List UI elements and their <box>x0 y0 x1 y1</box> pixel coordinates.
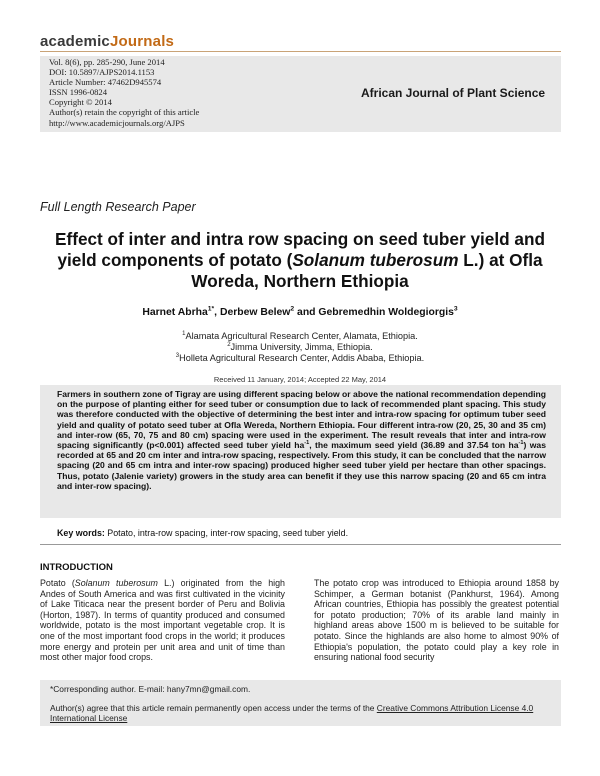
author-name: Harnet Abrha <box>142 307 208 318</box>
corresponding-author: *Corresponding author. E-mail: hany7mn@gmail.com. <box>50 684 251 694</box>
logo-text-academic: academic <box>40 33 110 50</box>
affiliation-text: Holleta Agricultural Research Center, Addis Ababa, Ethiopia. <box>179 353 425 363</box>
section-heading-introduction: INTRODUCTION <box>40 562 113 573</box>
keywords-label: Key words: <box>57 528 105 538</box>
meta-rights: Author(s) retain the copyright of this article <box>49 107 200 118</box>
logo-text-journals: Journals <box>109 33 175 50</box>
affiliation-item <box>40 353 560 364</box>
affiliation-sup: 1 <box>182 330 186 337</box>
title-part1: Effect of inter and intra row spacing on seed tuber yield and yield components of potato ( <box>55 229 545 270</box>
keywords-text: Potato, intra-row spacing, inter-row spacing, seed tuber yield. <box>104 528 349 538</box>
intro-column-right: The potato crop was introduced to Ethiopia around 1858 by Schimper, a German botanist (Pankhurst, 1964). Among African countries, Ethiopia has possibly the greatest potential for potato production; 70% of its arable land mainly in highland areas above 1500 m is believed to be suitable for potato. Since the highlands are also home to almost 90% of Ethiopia's population, the potato could play a key role in ensuring national food security <box>314 578 559 663</box>
author-name: Derbew Belew <box>219 307 291 318</box>
intro-text: Potato ( <box>40 578 75 588</box>
abstract-part: , the maximum seed yield (36.89 and 37.54 ton ha <box>309 440 519 451</box>
author-list <box>40 307 560 318</box>
meta-url[interactable]: http://www.academicjournals.org/AJPS <box>49 117 185 128</box>
affiliation-item <box>40 342 560 353</box>
meta-issn: ISSN 1996-0824 <box>49 87 108 98</box>
license-text: Author(s) agree that this article remain permanently open access under the terms of the <box>50 703 377 713</box>
author-sup: 3 <box>453 305 458 313</box>
meta-doi: DOI: 10.5897/AJPS2014.1153 <box>49 67 155 78</box>
license-link[interactable]: Creative Commons Attribution License 4.0 International License <box>50 703 534 723</box>
meta-copyright: Copyright © 2014 <box>49 97 112 108</box>
meta-article-number: Article Number: 47462D945574 <box>49 77 162 88</box>
intro-text: L.) originated from the high Andes of South America and was first cultivated in the vicinity of Lake Titicaca near the present border of Peru and Bolivia (Horton, 1987). In terms of quantity produced and consumed worldwide, potato is the most important vegetable crop. It is one of the most important food crops in the world; it produces more energy and protein per unit area and unit of time than most other major food crops. <box>40 578 285 663</box>
affiliations <box>40 331 560 364</box>
author-sup: 2 <box>290 305 295 313</box>
intro-species: Solanum tuberosum <box>74 578 158 588</box>
affiliation-text: Jimma University, Jimma, Ethiopia. <box>230 342 373 352</box>
abstract-text <box>57 389 546 491</box>
affiliation-sup: 3 <box>175 352 180 359</box>
author-name: Gebremedhin Woldegiorgis <box>318 307 454 318</box>
license-note <box>50 703 554 723</box>
author-and: and <box>294 307 319 318</box>
logo-divider <box>40 51 561 52</box>
affiliation-item <box>40 331 560 342</box>
abstract-sup: -1 <box>518 440 524 447</box>
author-sep: , <box>214 307 220 318</box>
abstract-sup: -1 <box>304 440 310 447</box>
received-dates: Received 11 January, 2014; Accepted 22 May, 2014 <box>213 375 387 384</box>
title-species: Solanum tuberosum <box>292 250 459 270</box>
keywords-divider <box>40 544 561 545</box>
abstract-part: ) was recorded at 65 and 20 cm inter and intra-row spacing, respectively. From this study, it can be concluded that the narrow spacing (20 and 65 cm intra and inter-row spacing) produced higher seed tuber yield per hectare than other spacings. Thus, potato (Jalenie variety) growers in the study area can benefit if they use this narrow spacing (20 and 65 cm intra and inter-row spacing). <box>57 440 546 491</box>
paper-type: Full Length Research Paper <box>40 200 196 214</box>
affiliation-text: Alamata Agricultural Research Center, Alamata, Ethiopia. <box>185 331 418 341</box>
journal-logo <box>40 33 174 50</box>
journal-name: African Journal of Plant Science <box>361 86 546 100</box>
intro-column-left <box>40 578 285 663</box>
meta-volume: Vol. 8(6), pp. 285-290, June 2014 <box>49 57 165 67</box>
paper-title <box>40 229 560 292</box>
title-part2: L.) at Ofla Woreda, Northern Ethiopia <box>191 250 543 291</box>
author-sup: 1* <box>207 305 215 313</box>
keywords <box>57 528 557 538</box>
abstract-part: Farmers in southern zone of Tigray are using different spacing below or above the national recommendation depending on the purpose of planting either for seed tuber or consumption due to lack of recommended plant spacing. This study was therefore conducted with the objective of determining the best inter and intra-row spacing for optimum tuber seed yield and quality of potato seed tuber at Ofla Wereda, Northern Ethiopia. Four different intra-row (20, 25, 30 and 35 cm) and inter-row (65, 70, 75 and 80 cm) spacing were used in the experiment. The result reveals that inter and intra-row spacing significantly (p<0.001) affected seed tuber yield ha <box>57 389 546 451</box>
article-meta <box>49 57 199 128</box>
affiliation-sup: 2 <box>227 341 231 348</box>
